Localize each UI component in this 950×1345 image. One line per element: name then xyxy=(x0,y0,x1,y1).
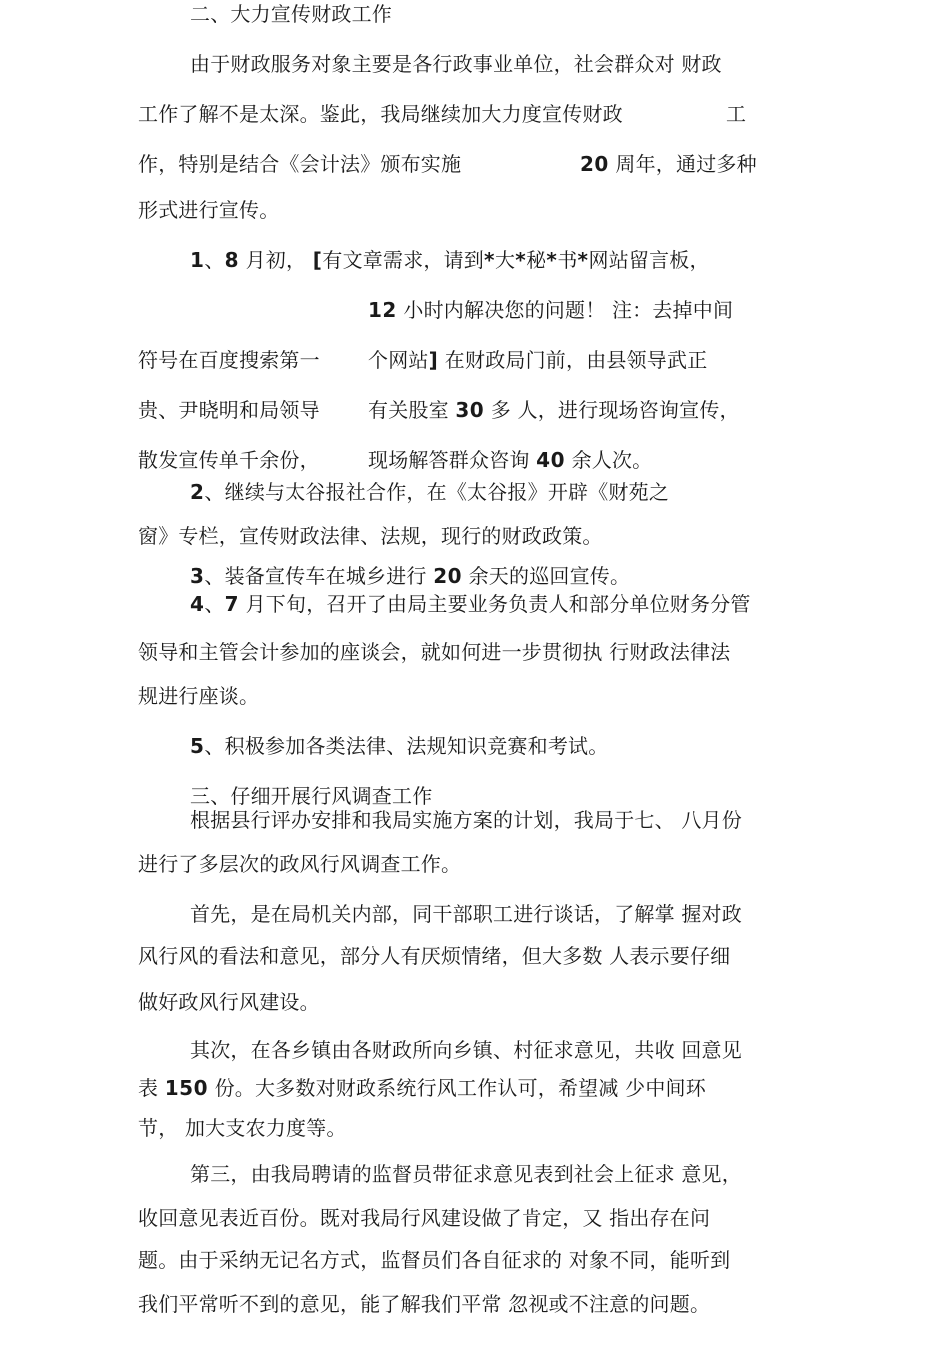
text-run: 月初， xyxy=(239,248,313,272)
paragraph-line xyxy=(138,152,461,176)
paragraph-line xyxy=(190,1038,742,1062)
text-run: 余人次。 xyxy=(565,448,653,472)
text-run: 形式进行宣传。 xyxy=(138,198,280,222)
paragraph-line xyxy=(138,102,623,126)
text-run: 现场解答群众咨询 xyxy=(368,448,537,472)
text-run: 其次，在各乡镇由各财政所向乡镇、村征求意见，共收 回意见 xyxy=(190,1038,742,1062)
text-run: 在财政局门前，由县领导武正 xyxy=(438,348,708,372)
text-run: 、积极参加各类法律、法规知识竞赛和考试。 xyxy=(204,734,609,758)
number-run: * xyxy=(484,248,495,272)
number-run: 8 xyxy=(224,248,240,272)
number-run: 2 xyxy=(190,480,205,504)
paragraph-line xyxy=(190,1162,742,1186)
paragraph-line xyxy=(138,1292,710,1316)
number-run: 7 xyxy=(224,592,240,616)
text-run: 作，特别是结合《会计法》颁布实施 xyxy=(138,152,462,176)
list-item-line xyxy=(138,348,320,372)
text-run: 做好政风行风建设。 xyxy=(138,990,320,1014)
text-run: 、 xyxy=(204,592,225,616)
text-run: 领导和主管会计参加的座谈会，就如何进一步贯彻执 行财政法律法 xyxy=(138,640,731,664)
list-item-line xyxy=(138,448,320,472)
paragraph-line xyxy=(580,152,757,176)
paragraph-line xyxy=(138,944,730,968)
paragraph-line xyxy=(138,1116,347,1140)
text-run: 三、仔细开展行风调查工作 xyxy=(190,784,433,808)
text-run: 贵、尹晓明和局领导 xyxy=(138,398,320,422)
paragraph-line xyxy=(190,52,722,76)
text-run: 份。大多数对财政系统行风工作认可，希望减 少中间环 xyxy=(208,1076,706,1100)
list-item-line xyxy=(138,640,730,664)
list-item-line xyxy=(190,480,669,504)
text-run: 个网站 xyxy=(368,348,429,372)
text-run: 节， 加大支农力度等。 xyxy=(138,1116,347,1140)
text-run: 第三，由我局聘请的监督员带征求意见表到社会上征求 意见， xyxy=(190,1162,742,1186)
number-run: 5 xyxy=(190,734,205,758)
text-run: 我们平常听不到的意见，能了解我们平常 忽视或不注意的问题。 xyxy=(138,1292,711,1316)
paragraph-line xyxy=(138,198,279,222)
text-run: 风行风的看法和意见，部分人有厌烦情绪，但大多数 人表示要仔细 xyxy=(138,944,731,968)
number-run: * xyxy=(515,248,527,272)
paragraph-line xyxy=(138,1248,730,1272)
list-item-line xyxy=(190,564,630,588)
text-run: 表 xyxy=(138,1076,165,1100)
number-run: 20 xyxy=(433,564,463,588)
number-run: 30 xyxy=(455,398,485,422)
number-run: 12 xyxy=(368,298,397,322)
text-run: 书 xyxy=(557,248,578,272)
list-item-line xyxy=(190,734,608,758)
number-run: ] xyxy=(428,348,439,372)
number-run: 40 xyxy=(536,448,566,472)
list-item-line xyxy=(138,398,320,422)
paragraph-line xyxy=(138,1206,710,1230)
list-item-line xyxy=(368,298,733,322)
text-run: 工 xyxy=(726,102,747,126)
text-run: 工作了解不是太深。鉴此，我局继续加大力度宣传财政 xyxy=(138,102,623,126)
number-run: 3 xyxy=(190,564,205,588)
text-run: 秘 xyxy=(526,248,547,272)
text-run: 散发宣传单千余份， xyxy=(138,448,320,472)
text-run: 由于财政服务对象主要是各行政事业单位，社会群众对 财政 xyxy=(190,52,722,76)
number-run: 1 xyxy=(190,248,205,272)
text-run: 符号在百度搜索第一 xyxy=(138,348,320,372)
paragraph-line xyxy=(138,852,461,876)
text-run: 月下旬，召开了由局主要业务负责人和部分单位财务分管 xyxy=(239,592,751,616)
list-item-line xyxy=(368,448,652,472)
text-run: 网站留言板， xyxy=(588,248,710,272)
section-heading xyxy=(190,784,432,808)
text-run: 大 xyxy=(494,248,516,272)
paragraph-line xyxy=(190,808,742,832)
number-run: * xyxy=(577,248,589,272)
list-item-line xyxy=(368,348,707,372)
text-run: 规进行座谈。 xyxy=(138,684,260,708)
text-run: 有文章需求，请到 xyxy=(322,248,485,272)
text-run: 收回意见表近百份。既对我局行风建设做了肯定，又 指出存在问 xyxy=(138,1206,711,1230)
paragraph-line xyxy=(190,902,742,926)
text-run: 小时内解决您的问题！ 注：去掉中间 xyxy=(396,298,734,322)
text-run: 二、大力宣传财政工作 xyxy=(190,2,392,26)
text-run: 、装备宣传车在城乡进行 xyxy=(204,564,434,588)
section-heading xyxy=(190,2,392,26)
paragraph-line xyxy=(138,1076,706,1100)
text-run: 、 xyxy=(204,248,225,272)
number-run: 20 xyxy=(580,152,609,176)
text-run: 有关股室 xyxy=(368,398,456,422)
paragraph-line xyxy=(726,102,746,126)
list-item-line xyxy=(138,524,603,548)
text-run: 窗》专栏，宣传财政法律、法规，现行的财政政策。 xyxy=(138,524,603,548)
text-run: 多 人，进行现场咨询宣传， xyxy=(484,398,740,422)
text-run: 、继续与太谷报社合作，在《太谷报》开辟《财苑之 xyxy=(204,480,670,504)
text-run: 周年，通过多种 xyxy=(608,152,757,176)
text-run: 根据县行评办安排和我局实施方案的计划，我局于七、 八月份 xyxy=(190,808,742,832)
text-run: 余天的巡回宣传。 xyxy=(462,564,631,588)
list-item-line xyxy=(190,248,710,272)
number-run: * xyxy=(546,248,558,272)
text-run: 进行了多层次的政风行风调查工作。 xyxy=(138,852,462,876)
text-run: 题。由于采纳无记名方式，监督员们各自征求的 对象不同，能听到 xyxy=(138,1248,731,1272)
list-item-line xyxy=(138,684,259,708)
number-run: 150 xyxy=(164,1076,209,1100)
number-run: 4 xyxy=(190,592,205,616)
paragraph-line xyxy=(138,990,320,1014)
list-item-line xyxy=(190,592,751,616)
text-run: 首先，是在局机关内部，同干部职工进行谈话，了解掌 握对政 xyxy=(190,902,742,926)
number-run: [ xyxy=(312,248,323,272)
list-item-line xyxy=(368,398,740,422)
